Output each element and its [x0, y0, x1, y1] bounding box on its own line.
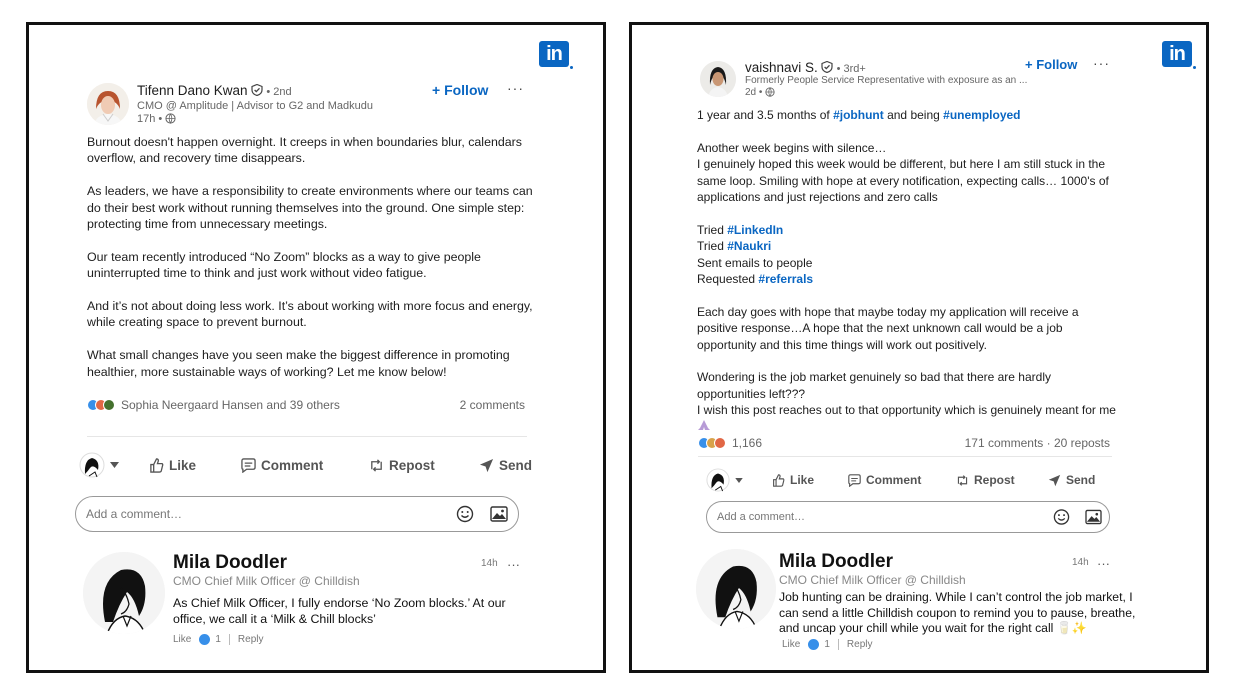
praying-hands-icon [697, 419, 711, 431]
comment-button[interactable]: Comment [848, 473, 956, 487]
thumbs-up-icon [149, 458, 164, 473]
post-line: Tried #LinkedIn [697, 222, 784, 237]
divider [87, 436, 527, 437]
comment-input[interactable] [75, 496, 519, 532]
doodle-avatar-icon [83, 552, 165, 634]
post-time: 2d • [745, 87, 775, 98]
commenter-name[interactable]: Mila Doodler [779, 551, 894, 572]
support-reaction-icon [103, 399, 115, 411]
love-reaction-icon [714, 437, 726, 449]
send-button[interactable]: Send [479, 458, 532, 473]
post-paragraph: As leaders, we have a responsibility to create environments where our teams can do their best work without running themselves into the ground. One simple step: protecting time from unnecessary meetings. [87, 184, 533, 232]
image-icon[interactable] [490, 506, 508, 522]
comment-actions [173, 634, 264, 645]
post-body [87, 134, 537, 380]
comment-icon [241, 458, 256, 473]
comment-like-button[interactable]: Like [173, 634, 192, 645]
like-button[interactable]: Like [149, 458, 241, 473]
hashtag-link[interactable]: #Naukri [727, 239, 772, 254]
send-icon [479, 458, 494, 473]
left-post-panel [26, 22, 606, 673]
verified-shield-icon [821, 61, 833, 73]
commenter-avatar[interactable] [83, 552, 165, 634]
divider [698, 456, 1112, 457]
reactions-summary[interactable] [698, 436, 762, 450]
hashtag-link[interactable]: #unemployed [943, 108, 1021, 122]
post-line: Tried #Naukri [697, 239, 772, 254]
reactions-count: 1,166 [732, 436, 763, 450]
comment-button[interactable]: Comment [241, 458, 369, 473]
post-paragraph: Another week begins with silence… I genuinely hoped this week would be different, but here I am still stuck in the same loop. Smiling with hope at every notification, expecting calls… 1000's of applications and just rejections and zero calls [697, 140, 1109, 205]
comment-placeholder: Add a comment… [86, 507, 183, 521]
comment-time: 14h [1072, 557, 1089, 568]
post-body [697, 107, 1117, 435]
reactions-summary[interactable] [87, 398, 340, 412]
post-time: 17h • [137, 113, 176, 125]
comment-reply-button[interactable]: Reply [237, 634, 264, 645]
commenter-headline: CMO Chief Milk Officer @ Chilldish [173, 574, 360, 588]
post-paragraph: And it’s not about doing less work. It’s about working with more focus and energy, while creating space to prevent burnout. [87, 299, 533, 330]
comment-like-count: 1 [824, 639, 830, 650]
image-icon[interactable] [1085, 510, 1102, 525]
comment-text: Job hunting can be draining. While I can’t control the job market, I can send a little Chilldish coupon to remind you to pause, breathe, and uncap your chill while you wait for the right call 🥛✨ [779, 590, 1136, 635]
author-avatar[interactable] [87, 83, 129, 125]
comments-count[interactable]: 2 comments [459, 398, 525, 412]
like-reaction-icon [808, 639, 819, 650]
post-paragraph: Wondering is the job market genuinely so bad that there are hardly opportunities left??? I wish this post reaches out to that opportunity which is genuinely meant for me [697, 370, 1116, 418]
send-button[interactable]: Send [1048, 473, 1095, 487]
post-paragraph: What small changes have you seen make the biggest difference in promoting healthier, more sustainable ways of working? Let me know below! [87, 348, 510, 379]
author-avatar[interactable] [700, 61, 736, 97]
repost-button[interactable]: Repost [956, 473, 1048, 487]
divider [838, 639, 839, 650]
more-options-button[interactable]: ··· [1093, 55, 1110, 71]
post-actions-bar [79, 452, 532, 478]
hashtag-link[interactable]: #jobhunt [833, 108, 884, 122]
comment-placeholder: Add a comment… [717, 511, 806, 523]
comment-icon [848, 474, 861, 487]
comment-more-button[interactable]: ··· [507, 557, 520, 572]
linkedin-logo-icon: in [539, 41, 569, 67]
like-button[interactable]: Like [772, 473, 848, 487]
post-line: Sent emails to people [697, 255, 813, 270]
comment-input[interactable] [706, 501, 1110, 533]
post-paragraph: Each day goes with hope that maybe today my application will receive a positive response…A hope that the next unknown call would be a job opportunity and this time things will work out positively. [697, 304, 1079, 352]
connection-degree: • 3rd+ [836, 63, 866, 75]
commenter-headline: CMO Chief Milk Officer @ Chilldish [779, 573, 966, 587]
comment-time: 14h [481, 558, 498, 569]
hashtag-link[interactable]: #referrals [758, 272, 814, 287]
verified-shield-icon [251, 84, 263, 96]
thumbs-up-icon [772, 474, 785, 487]
commenter-avatar[interactable] [696, 549, 776, 629]
doodle-avatar-icon [696, 549, 776, 629]
like-reaction-icon [199, 634, 210, 645]
author-photo-icon [700, 61, 736, 97]
linkedin-logo-icon: in [1162, 41, 1192, 67]
chevron-down-icon [735, 478, 743, 483]
comment-like-button[interactable]: Like [782, 639, 801, 650]
repost-button[interactable]: Repost [369, 458, 479, 473]
reaction-avatar-selector[interactable] [79, 452, 149, 478]
user-avatar-icon [79, 452, 105, 478]
more-options-button[interactable]: ··· [507, 80, 524, 96]
author-photo-icon [87, 83, 129, 125]
post-line: Requested #referrals [697, 272, 814, 287]
comment-text: As Chief Milk Officer, I fully endorse ‘No Zoom blocks.’ At our office, we call it a ‘Milk & Chill blocks’ [173, 596, 506, 626]
comment-reply-button[interactable]: Reply [846, 639, 873, 650]
user-avatar-icon [706, 468, 730, 492]
commenter-name[interactable]: Mila Doodler [173, 552, 288, 573]
send-icon [1048, 474, 1061, 487]
comment-actions [782, 639, 873, 650]
emoji-icon[interactable] [1053, 509, 1070, 526]
author-headline: CMO @ Amplitude | Advisor to G2 and Madkudu [137, 100, 373, 112]
reaction-avatar-selector[interactable] [706, 468, 772, 492]
comment-more-button[interactable]: ··· [1097, 556, 1110, 571]
repost-icon [956, 474, 969, 487]
author-headline: Formerly People Service Representative with exposure as an ... [745, 75, 1028, 86]
repost-icon [369, 458, 384, 473]
chevron-down-icon [110, 462, 119, 468]
connection-degree: • 2nd [266, 86, 292, 98]
post-actions-bar [706, 468, 1095, 492]
comment-like-count: 1 [215, 634, 221, 645]
follow-button[interactable]: + Follow [432, 82, 489, 98]
author-name[interactable]: Tifenn Dano Kwan • 2nd [137, 83, 292, 98]
hashtag-link[interactable]: #LinkedIn [727, 222, 784, 237]
reactions-text: Sophia Neergaard Hansen and 39 others [121, 398, 340, 412]
globe-icon [165, 113, 176, 124]
post-paragraph: Burnout doesn't happen overnight. It creeps in when boundaries blur, calendars overflow, and recovery time disappears. [87, 135, 522, 166]
author-name[interactable]: vaishnavi S. • 3rd+ [745, 60, 866, 75]
emoji-icon[interactable] [456, 505, 474, 523]
post-paragraph: 1 year and 3.5 months of #jobhunt and being #unemployed [697, 108, 1021, 122]
right-post-panel [629, 22, 1209, 673]
follow-button[interactable]: + Follow [1025, 57, 1078, 72]
divider [229, 634, 230, 645]
comments-reposts-count[interactable]: 171 comments · 20 reposts [964, 436, 1110, 450]
post-paragraph: Our team recently introduced “No Zoom” blocks as a way to give people uninterrupted time to think and just work without video fatigue. [87, 249, 481, 281]
globe-icon [765, 87, 775, 97]
